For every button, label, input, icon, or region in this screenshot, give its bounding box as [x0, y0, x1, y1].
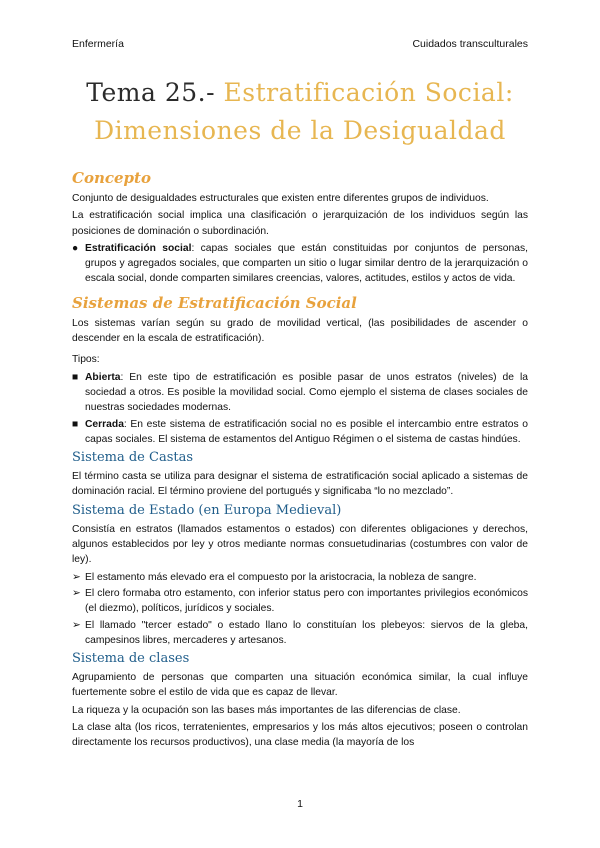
header-right: Cuidados transculturales	[412, 38, 528, 50]
paragraph: Los sistemas varían según su grado de movilidad vertical, (las posibilidades de ascender o descender en la escala de estratificación).	[72, 317, 528, 345]
document-body	[72, 168, 528, 753]
list-item	[72, 618, 528, 649]
paragraph: La riqueza y la ocupación son las bases más importantes de las diferencias de clase.	[72, 704, 461, 716]
term: Estratificación social	[85, 242, 192, 254]
paragraph: La estratificación social implica una clasificación o jerarquización de los individuos según las posiciones de dominación o subordinación.	[72, 210, 528, 237]
term: Abierta	[85, 371, 121, 383]
title-text: Estratificación Social: Dimensiones de la Desigualdad	[94, 78, 514, 145]
list-item	[72, 586, 528, 617]
header-left: Enfermería	[72, 38, 124, 50]
subsection-heading-estado: Sistema de Estado (en Europa Medieval)	[72, 502, 342, 518]
list-item-text: El llamado "tercer estado" o estado llano lo constituían los plebeyos: siervos de la gleba, campesinos libres, mercaderes y artesanos.	[85, 619, 528, 646]
term-definition: : En este tipo de estratificación es posible pasar de unos estratos (niveles) de la sociedad a otros. Es posible la movilidad social. Como ejemplo el sistema de clases sociales de nuestras sociedades modernas.	[85, 371, 528, 414]
term-definition: : En este sistema de estratificación social no es posible el intercambio entre estratos o capas sociales. El sistema de estamentos del Antiguo Régimen o el sistema de castas hindúes.	[85, 418, 528, 445]
paragraph: El término casta se utiliza para designar el sistema de estratificación social aplicado a sistemas de dominación racial. El término proviene del portugués y significaba “lo no mezclado”.	[72, 471, 528, 498]
arrow-bullet-icon: ➢	[72, 571, 81, 583]
subsection-heading-clases: Sistema de clases	[72, 651, 190, 667]
square-bullet-icon: ■	[72, 371, 79, 383]
arrow-list	[72, 570, 528, 648]
list-item	[72, 370, 528, 416]
section-heading-concepto: Concepto	[72, 169, 151, 187]
list-item	[72, 570, 528, 585]
title-number: Tema 25.-	[86, 78, 216, 107]
page-number: 1	[297, 798, 303, 810]
term: Cerrada	[85, 418, 124, 430]
bullet-list	[72, 241, 528, 287]
document-title	[60, 74, 540, 150]
arrow-bullet-icon: ➢	[72, 587, 81, 599]
list-item	[72, 417, 528, 448]
paragraph: Conjunto de desigualdades estructurales que existen entre diferentes grupos de individuos.	[72, 193, 489, 204]
page-header	[72, 38, 528, 50]
tipos-list	[72, 370, 528, 447]
list-item-text: El estamento más elevado era el compuesto por la aristocracia, la nobleza de sangre.	[85, 571, 477, 583]
bullet-icon: ●	[72, 242, 79, 254]
square-bullet-icon: ■	[72, 418, 79, 430]
subsection-heading-castas: Sistema de Castas	[72, 450, 194, 466]
list-item	[72, 241, 528, 287]
term-definition: : capas sociales que están constituidas por conjuntos de personas, grupos y agregados sociales, que comparten un sitio o lugar similar dentro de la jerarquización o escala social, donde comparten similares creencias, valores, actitudes, estilos y actos de vida.	[85, 242, 528, 285]
paragraph: Agrupamiento de personas que comparten una situación económica similar, la cual influye fuertemente sobre el estilo de vida que es capaz de llevar.	[72, 672, 528, 699]
paragraph: La clase alta (los ricos, terratenientes, empresarios y los más altos ejecutivos; poseen o controlan directamente los recursos productivos), una clase media (la mayoría de los	[72, 722, 528, 749]
arrow-bullet-icon: ➢	[72, 619, 81, 631]
section-heading-sistemas: Sistemas de Estratificación Social	[72, 293, 357, 312]
paragraph: Consistía en estratos (llamados estamentos o estados) con diferentes obligaciones y derechos, algunos establecidos por ley y otros mediante normas consuetudinarias (costumbres con valor de ley).	[72, 523, 528, 566]
tipos-label: Tipos:	[72, 354, 100, 366]
list-item-text: El clero formaba otro estamento, con inferior status pero con importantes privilegios económicos (el diezmo), políticos, jurídicos y sociales.	[85, 587, 528, 615]
